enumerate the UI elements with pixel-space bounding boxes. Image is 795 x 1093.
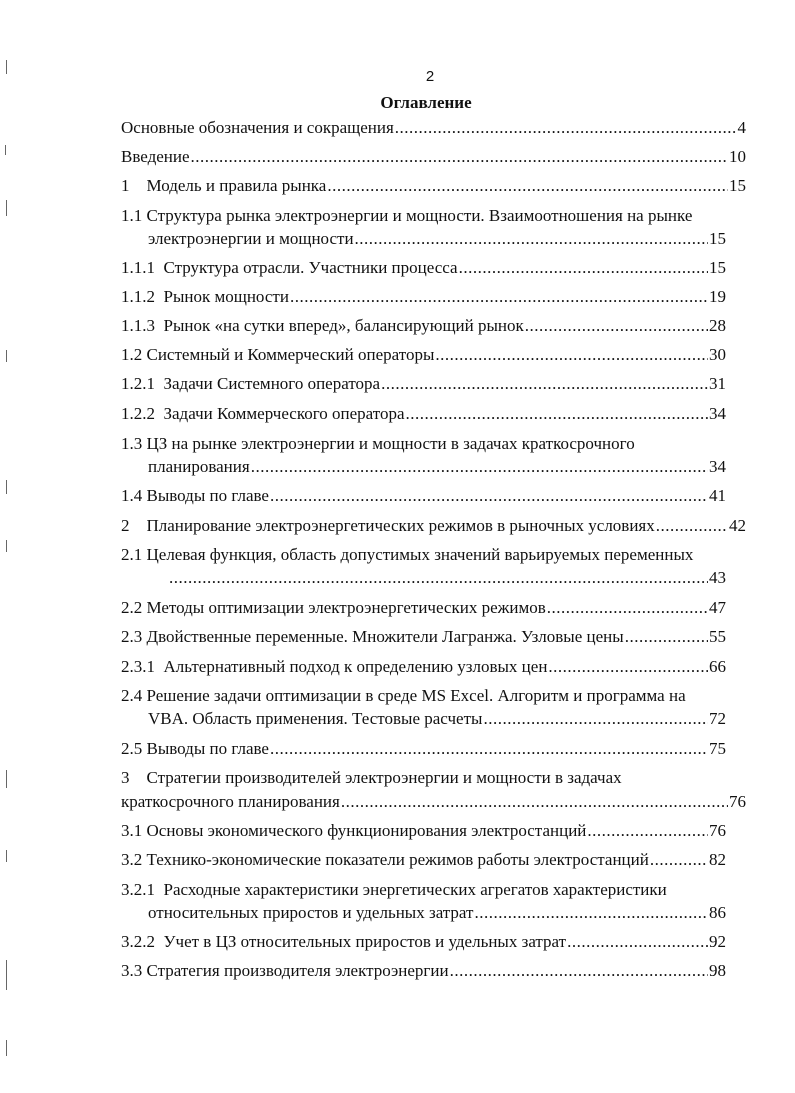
toc-leader [656, 515, 728, 537]
toc-entry-text: 2.3 Двойственные переменные. Множители Лагранжа. Узловые цены [121, 627, 624, 646]
toc-entry-page: 47 [709, 598, 726, 617]
toc-entry-page: 34 [709, 457, 726, 476]
toc-entry-text: 1 Модель и правила рынка [121, 176, 327, 195]
toc-entry-page: 15 [709, 258, 726, 277]
toc-entry-text: 3.2 Технико-экономические показатели режимов работы электростанций [121, 850, 649, 869]
toc-entry-text: 1.2 Системный и Коммерческий операторы [121, 345, 435, 364]
toc-entry-first-line[interactable]: 1.3 ЦЗ на рынке электроэнергии и мощности в задачах краткосрочного [121, 434, 635, 453]
toc-entry[interactable] [121, 656, 726, 678]
toc-leader [395, 117, 737, 139]
toc-leader [450, 960, 708, 982]
toc-leader [548, 656, 708, 678]
toc-leader [290, 286, 708, 308]
toc-entry-page: 55 [709, 627, 726, 646]
toc-entry-page: 34 [709, 404, 726, 423]
toc-entry[interactable] [121, 257, 726, 279]
toc-entry-page: 75 [709, 739, 726, 758]
toc-entry-page: 92 [709, 932, 726, 951]
toc-entry-page: 76 [709, 821, 726, 840]
toc-entry[interactable] [121, 626, 726, 648]
toc-entry-page: 82 [709, 850, 726, 869]
toc-entry[interactable] [121, 597, 726, 619]
toc-entry-page: 28 [709, 316, 726, 335]
toc-entry[interactable] [121, 117, 746, 139]
toc-entry-first-line[interactable]: 1.1 Структура рынка электроэнергии и мощности. Взаимоотношения на рынке [121, 206, 693, 225]
toc-leader [169, 567, 708, 589]
toc-entry[interactable] [121, 286, 726, 308]
toc-entry[interactable] [121, 373, 726, 395]
toc-entry-page: 43 [709, 568, 726, 587]
toc-leader [251, 456, 708, 478]
toc-entry[interactable] [121, 515, 746, 537]
toc-leader [525, 315, 708, 337]
toc-entry-page: 19 [709, 287, 726, 306]
toc-leader [459, 257, 708, 279]
toc-entry-text: 2 Планирование электроэнергетических режимов в рыночных условиях [121, 516, 655, 535]
toc-entry-text: VBA. Область применения. Тестовые расчеты [148, 709, 483, 728]
toc-entry[interactable] [121, 344, 726, 366]
toc-entry[interactable] [121, 485, 726, 507]
toc-entry-page: 66 [709, 657, 726, 676]
toc-leader [341, 791, 728, 813]
toc-entry-text: 1.4 Выводы по главе [121, 486, 269, 505]
toc-entry-text: 1.1.1 Структура отрасли. Участники процесса [121, 258, 458, 277]
toc-entry[interactable] [148, 708, 726, 730]
toc-entry[interactable] [121, 175, 746, 197]
toc-entry-text: электроэнергии и мощности [148, 229, 354, 248]
toc-leader [625, 626, 708, 648]
toc-entry-text: 1.1.3 Рынок «на сутки вперед», балансирующий рынок [121, 316, 524, 335]
toc-entry-text: 2.5 Выводы по главе [121, 739, 269, 758]
toc-leader [650, 849, 708, 871]
toc-entry-text: 3.3 Стратегия производителя электроэнергии [121, 961, 449, 980]
toc-entry-page: 10 [729, 147, 746, 166]
toc-entry-text: относительных приростов и удельных затрат [148, 903, 474, 922]
toc-entry[interactable] [121, 931, 726, 953]
toc-entry-page: 98 [709, 961, 726, 980]
toc-leader [435, 344, 708, 366]
toc-entry-text: краткосрочного планирования [121, 792, 340, 811]
toc-leader [270, 485, 708, 507]
toc-leader [327, 175, 728, 197]
toc-entry-text: 1.1.2 Рынок мощности [121, 287, 289, 306]
toc-entry-first-line[interactable]: 2.1 Целевая функция, область допустимых значений варьируемых переменных [121, 545, 694, 564]
toc-leader [355, 228, 708, 250]
toc-entry-page: 42 [729, 516, 746, 535]
toc-leader [406, 403, 708, 425]
toc-entry-page: 30 [709, 345, 726, 364]
toc-entry[interactable] [121, 820, 726, 842]
toc-leader [567, 931, 708, 953]
toc-entry-page: 15 [729, 176, 746, 195]
toc-entry[interactable] [148, 902, 726, 924]
toc-entry-text: 3.1 Основы экономического функционирования электростанций [121, 821, 587, 840]
toc-entry[interactable] [121, 738, 726, 760]
toc-entry-page: 15 [709, 229, 726, 248]
toc-entry[interactable] [121, 960, 726, 982]
toc-leader [191, 146, 728, 168]
page-number: 2 [425, 68, 435, 85]
toc-entry[interactable] [121, 403, 726, 425]
toc-entry-text: Основные обозначения и сокращения [121, 118, 394, 137]
toc-entry-text: планирования [148, 457, 250, 476]
toc-entry-first-line[interactable]: 3.2.1 Расходные характеристики энергетических агрегатов характеристики [121, 880, 667, 899]
toc-entry-page: 86 [709, 903, 726, 922]
toc-entry-text: 1.2.1 Задачи Системного оператора [121, 374, 381, 393]
toc-leader [270, 738, 708, 760]
toc-entry-text: 2.2 Методы оптимизации электроэнергетических режимов [121, 598, 546, 617]
toc-entry[interactable] [121, 146, 746, 168]
toc-entry[interactable] [168, 567, 726, 589]
toc-entry-text: Введение [121, 147, 190, 166]
toc-entry-first-line[interactable]: 3 Стратегии производителей электроэнергии и мощности в задачах [121, 768, 622, 787]
toc-leader [381, 373, 708, 395]
toc-entry-page: 76 [729, 792, 746, 811]
toc-leader [587, 820, 708, 842]
page-title: Оглавление [380, 93, 472, 112]
toc-entry-text: 3.2.2 Учет в ЦЗ относительных приростов и удельных затрат [121, 932, 567, 951]
toc-entry[interactable] [148, 228, 726, 250]
toc-leader [547, 597, 708, 619]
toc-entry-page: 31 [709, 374, 726, 393]
toc-entry-page: 4 [737, 118, 746, 137]
toc-entry-page: 72 [709, 709, 726, 728]
toc-entry-first-line[interactable]: 2.4 Решение задачи оптимизации в среде MS Excel. Алгоритм и программа на [121, 686, 686, 705]
toc-entry-text: 1.2.2 Задачи Коммерческого оператора [121, 404, 405, 423]
toc-entry[interactable] [121, 791, 746, 813]
toc-entry[interactable] [148, 456, 726, 478]
toc-leader [474, 902, 708, 924]
toc-entry-page: 41 [709, 486, 726, 505]
toc-entry[interactable] [121, 849, 726, 871]
toc-entry-text: 2.3.1 Альтернативный подход к определению узловых цен [121, 657, 548, 676]
toc-leader [483, 708, 708, 730]
toc-entry[interactable] [121, 315, 726, 337]
